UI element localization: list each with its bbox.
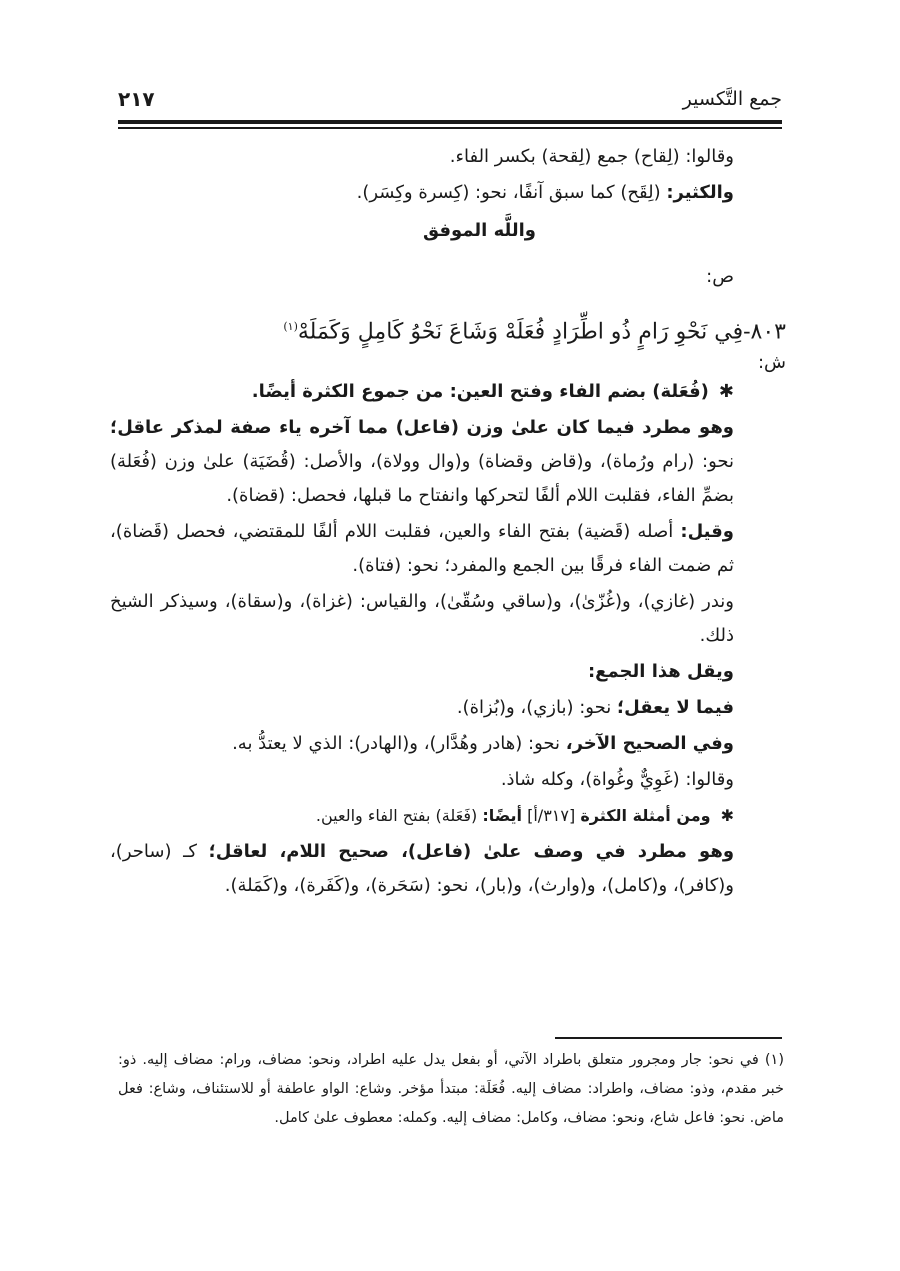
verse-text: ٨٠٣-فِي نَحْوِ رَامٍ ذُو اطِّرَادٍ فُعَلَهْ وَشَاعَ نَحْوُ كَامِلٍ وَكَمَلَهْ (297, 319, 786, 345)
header-rule-thick (118, 120, 782, 124)
paragraph-9-bold: وفي الصحيح الآخر، (565, 733, 734, 755)
paragraph-5-text: أصله (قَضية) بفتح الفاء والعين، فقلبت اللام ألفًا للمقتضي، فحصل (قَضاة)، ثم ضمت الفاء فرقًا بين الجمع والمفرد؛ نحو: (فتاة). (110, 521, 734, 577)
paragraph-7: ويقل هذا الجمع: (587, 661, 734, 683)
paragraph-1: وقالوا: (لِقاح) جمع (لِقحة) بكسر الفاء. (449, 146, 734, 167)
main-text (110, 140, 786, 905)
paragraph-9-text: نحو: (هادر وهُدَّار)، و(الهادر): الذي لا يعتدُّ به. (232, 733, 566, 755)
star-paragraph-1-text: (فُعَلة) بضم الفاء وفتح العين: من جموع الكثرة أيضًا. (251, 381, 709, 403)
paragraph-4 (110, 411, 786, 513)
star-paragraph-1 (110, 375, 786, 409)
footnote-1 (118, 1046, 784, 1133)
footnote (118, 1046, 784, 1133)
page-number: ٢١٧ (118, 87, 155, 111)
paragraph-9 (110, 727, 786, 761)
running-title: جمع التَّكسير (682, 88, 782, 110)
closing-phrase: واللَّه الموفق (423, 220, 536, 241)
star-paragraph-2-text: (فَعَلة) بفتح الفاء والعين. (315, 806, 483, 826)
paragraph-4-bold: وهو مطرد فيما كان علىٰ وزن (فاعل) مما آخره ياء صفة لمذكر عاقل؛ (110, 417, 734, 439)
footnote-number: (١) (764, 1052, 784, 1068)
paragraph-11-text: كـ (ساحر)، و(كافر)، و(كامل)، و(وارث)، و(بار)، نحو: (سَحَرة)، و(كَفَرة)، و(كَمَلة). (110, 841, 734, 897)
paragraph-5-bold: وقيل: (680, 521, 734, 543)
sad-marker: ص: (706, 266, 734, 287)
paragraph-11-bold: وهو مطرد في وصف علىٰ (فاعل)، صحيح اللام، لعاقل؛ (208, 841, 735, 863)
header-rule-thin (118, 127, 782, 129)
paragraph-10: وقالوا: (غَوِيٌّ وغُواة)، وكله شاذ. (500, 769, 734, 791)
star-paragraph-2-bold-2: أيضًا: (482, 806, 523, 826)
asterisk-icon: ✱ (718, 381, 734, 403)
paragraph-2-bold: والكثير: (666, 182, 734, 203)
shin-marker: ش: (757, 352, 786, 374)
paragraph-11 (110, 835, 786, 903)
verse-line (110, 300, 786, 359)
star-paragraph-2 (110, 799, 786, 833)
paragraph-5 (110, 515, 786, 583)
paragraph-4-text: نحو: (رام ورُماة)، و(قاض وقضاة) و(وال وولاة)، والأصل: (قُضَيَة) علىٰ وزن (فُعَلة) بضمِّ الفاء، فقلبت اللام ألفًا لتحركها وانفتاح ما قبلها، فحصل: (قضاة). (110, 451, 734, 507)
paragraph-6: وندر (غازي)، و(غُزّىٰ)، و(ساقي وسُقّىٰ)، والقياس: (غزاة)، و(سقاة)، وسيذكر الشيخ ذلك. (110, 591, 734, 647)
paragraph-8-bold: فيما لا يعقل؛ (616, 697, 734, 719)
page-header (118, 84, 782, 116)
paragraph-2 (110, 176, 786, 210)
footnote-text: في نحو: جار ومجرور متعلق باطراد الآتي، أو بفعل يدل عليه اطراد، ونحو: مضاف، ورام: مضاف إليه. ذو: خبر مقدم، وذو: مضاف، واطراد: مضاف إليه. فُعَلَة: مبتدأ مؤخر. وشاع: الواو عاطفة أو للاستئناف، وشاع: فعل ماض. نحو: فاعل شاع، ونحو: مضاف، وكامل: مضاف إليه. وكمله: معطوف علىٰ كامل. (118, 1052, 784, 1126)
verse-footnote-ref: (١) (283, 320, 298, 333)
paragraph-8-text: نحو: (بازي)، و(بُزاة). (456, 697, 617, 719)
paragraph-8 (110, 691, 786, 725)
star-paragraph-2-bold: ومن أمثلة الكثرة (580, 806, 711, 826)
asterisk-icon: ✱ (720, 806, 734, 826)
paragraph-2-text: (لِقَح) كما سبق آنفًا، نحو: (كِسرة وكِسَر). (356, 182, 667, 203)
manuscript-folio-ref: [٣١٧/أ] (522, 806, 581, 826)
footnote-rule (555, 1037, 782, 1039)
